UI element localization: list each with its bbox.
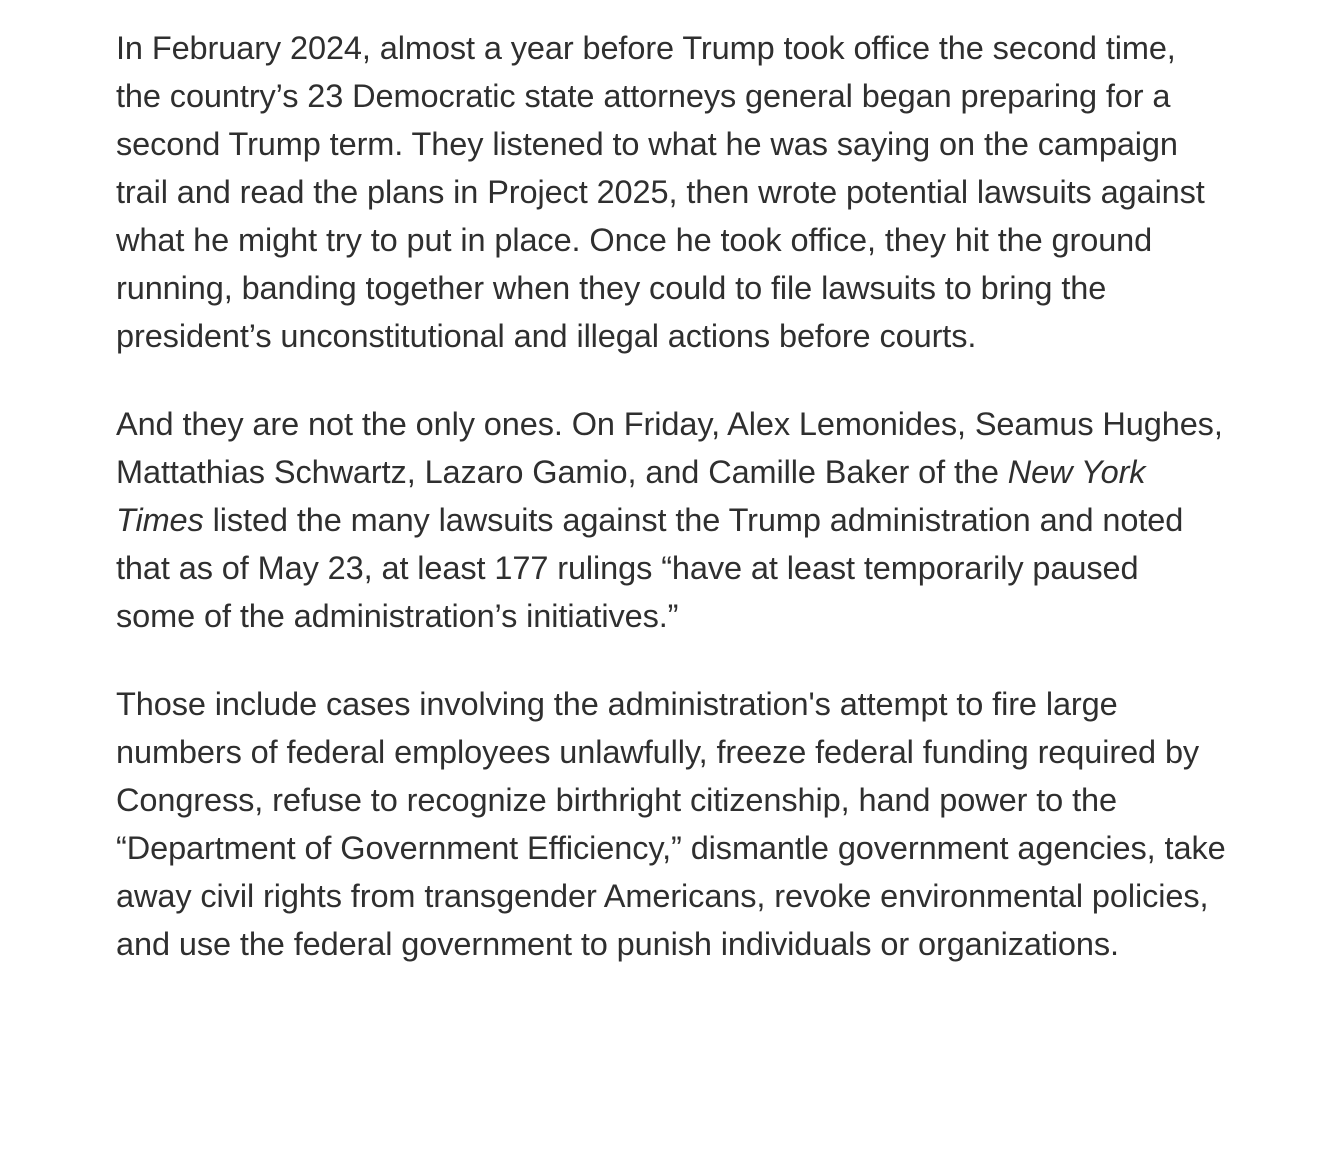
paragraph-2 (116, 400, 1226, 640)
paragraph-2-before: And they are not the only ones. On Friday, Alex Lemonides, Seamus Hughes, Mattathias Schwartz, Lazaro Gamio, and Camille Baker of the (116, 406, 1223, 490)
paragraph-1: In February 2024, almost a year before Trump took office the second time, the country’s 23 Democratic state attorneys general began preparing for a second Trump term. They listened to what he was saying on the campaign trail and read the plans in Project 2025, then wrote potential lawsuits against what he might try to put in place. Once he took office, they hit the ground running, banding together when they could to file lawsuits to bring the president’s unconstitutional and illegal actions before courts. (116, 30, 1205, 354)
article-body (116, 24, 1226, 968)
paragraph-2-after: listed the many lawsuits against the Trump administration and noted that as of May 23, at least 177 rulings “have at least temporarily paused some of the administration’s initiatives.” (116, 502, 1184, 634)
paragraph-3: Those include cases involving the administration's attempt to fire large numbers of federal employees unlawfully, freeze federal funding required by Congress, refuse to recognize birthright citizenship, hand power to the “Department of Government Efficiency,” dismantle government agencies, take away civil rights from transgender Americans, revoke environmental policies, and use the federal government to punish individuals or organizations. (116, 686, 1226, 962)
publication-name: New York Times (116, 454, 1146, 538)
